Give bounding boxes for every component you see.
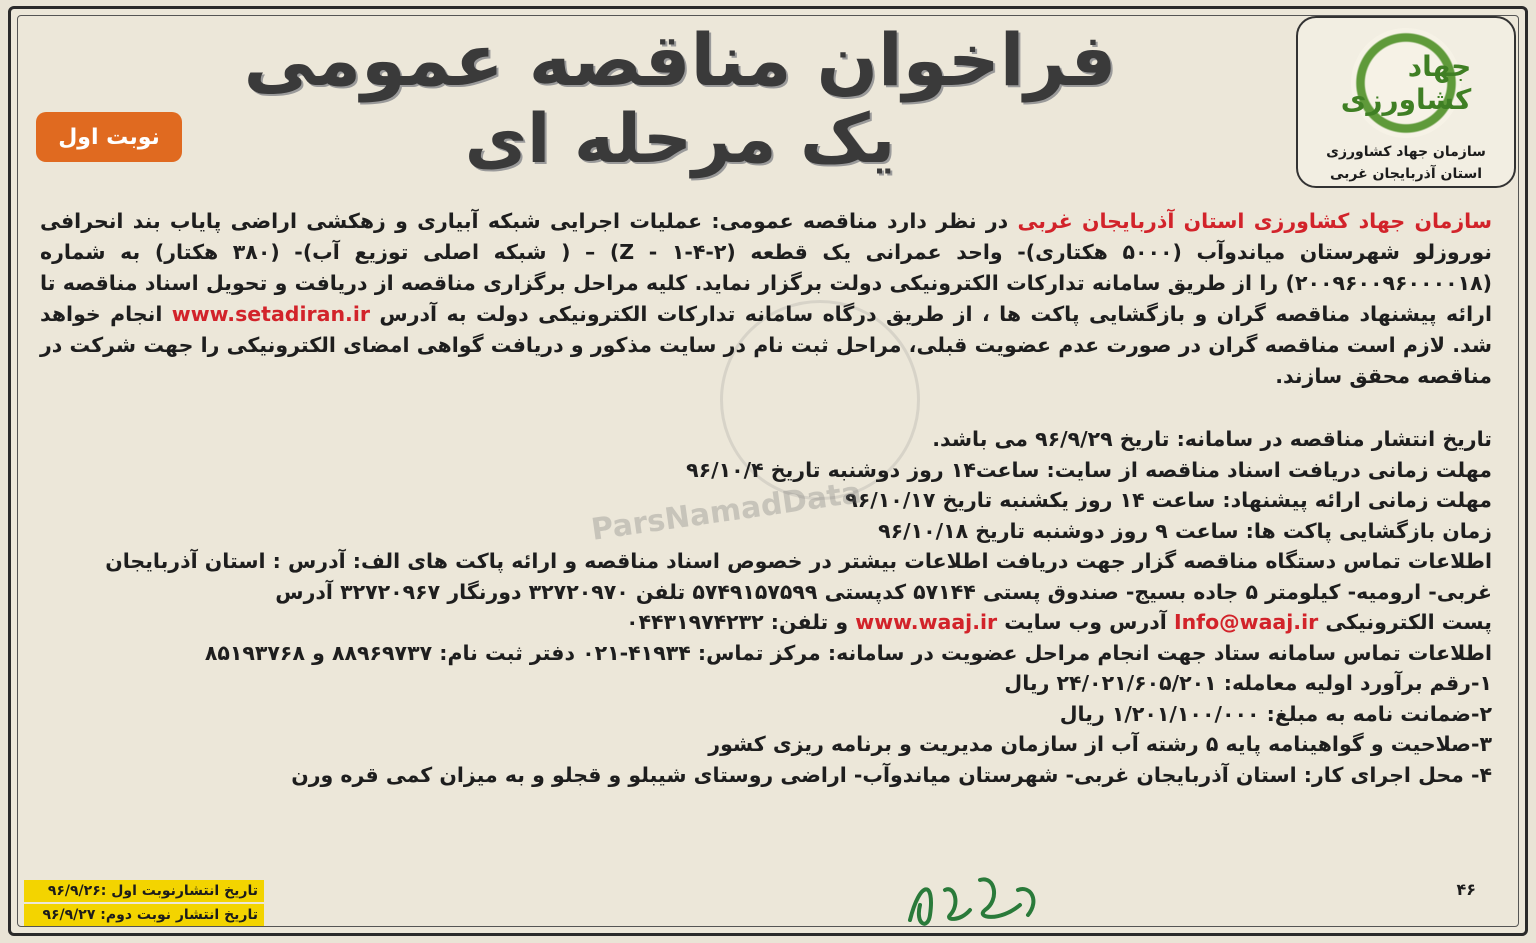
date-document-deadline: مهلت زمانی دریافت اسناد مناقصه از سایت: ساعت۱۴ روز دوشنبه تاریخ ۹۶/۱۰/۴	[686, 457, 1492, 482]
org-name-line1: سازمان جهاد کشاورزی	[1326, 144, 1486, 160]
intro-text-2: انجام خواهد شد. لازم است مناقصه گران در صورت عدم عضویت قبلی، مراحل ثبت نام در سایت مذکور و دریافت گواهی امضای الکترونیکی را جهت شرکت در مناقصه محقق سازند.	[40, 302, 1492, 388]
contact-website-link[interactable]: www.waaj.ir	[855, 610, 998, 634]
contact-email-label: پست الکترونیکی	[1318, 610, 1492, 634]
round-badge: نوبت اول	[36, 112, 182, 162]
date-publish: تاریخ انتشار مناقصه در سامانه: تاریخ ۹۶/۹/۲۹ می باشد.	[932, 427, 1492, 451]
intro-text: در نظر دارد مناقصه عمومی: عملیات اجرایی شبکه آبیاری و زهکشی اراضی پایاب بند انحرافی نوروزلو شهرستان میاندوآب (۵۰۰۰ هکتاری)- واحد عمرانی یک قطعه (۲-۴-۱ - Z) – ( شبکه اصلی توزیع آب)- (۳۸۰ هکتار) به شماره (۲۰۰۹۶۰۰۹۶۰۰۰۰۱۸) را از طریق سامانه تدارکات الکترونیکی دولت برگزار نماید. کلیه مراحل برگزاری مناقصه از دریافت و تحویل اسناد مناقصه تا ارائه پیشنهاد مناقصه گران و بازگشایی پاکت ها ، از طریق درگاه سامانه تدارکات الکترونیکی دولت به آدرس	[40, 209, 1492, 326]
setadiran-link[interactable]: www.setadiran.ir	[171, 302, 370, 326]
handwritten-signature-icon	[900, 860, 1050, 935]
page-title-line1: فراخوان مناقصه عمومی	[243, 18, 1117, 102]
item-guarantee: ۲-ضمانت نامه به مبلغ: ۱/۲۰۱/۱۰۰/۰۰۰ ریال	[1059, 701, 1492, 726]
emblem-text: جهاد کشاورزی	[1340, 50, 1472, 116]
contact-line1: اطلاعات تماس دستگاه مناقصه گزار جهت دریافت اطلاعات بیشتر در خصوص اسناد مناقصه و ارائه پاکت های الف: آدرس : استان آذربایجان	[105, 549, 1492, 573]
setad-contact: اطلاعات تماس سامانه ستاد جهت انجام مراحل عضویت در سامانه: مرکز تماس: ۴۱۹۳۴-۰۲۱ دفتر ثبت نام: ۸۸۹۶۹۷۳۷ و ۸۵۱۹۳۷۶۸	[204, 640, 1492, 665]
item-qualification: ۳-صلاحیت و گواهینامه پایه ۵ رشته آب از سازمان مدیریت و برنامه ریزی کشور	[708, 732, 1492, 756]
organization-logo-box	[1296, 16, 1516, 188]
page-title-line2: یک مرحله ای	[464, 100, 896, 179]
date-opening: زمان بازگشایی پاکت ها: ساعت ۹ روز دوشنبه تاریخ ۹۶/۱۰/۱۸	[878, 518, 1492, 543]
contact-line3	[40, 607, 1492, 638]
watermark-text: ParsNamadData	[589, 475, 864, 548]
item-location: ۴- محل اجرای کار: استان آذربایجان غربی- شهرستان میاندوآب- اراضی روستای شیبلو و قجلو و به میزان کمی قره ورن	[291, 762, 1492, 787]
jahad-keshavarzi-emblem-icon	[1340, 28, 1472, 138]
date-proposal-deadline: مهلت زمانی ارائه پیشنهاد: ساعت ۱۴ روز یکشنبه تاریخ ۹۶/۱۰/۱۷	[845, 488, 1492, 512]
contact-line2: غربی- ارومیه- کیلومتر ۵ جاده بسیج- صندوق پستی ۵۷۱۴۴ کدپستی ۵۷۴۹۱۵۷۵۹۹ تلفن ۳۲۷۲۰۹۷۰ دورنگار ۳۲۷۲۰۹۶۷ آدرس	[275, 579, 1492, 604]
contact-phone: و تلفن: ۰۴۴۳۱۹۷۴۲۳۲	[626, 610, 856, 634]
publication-date-second: تاریخ انتشار نوبت دوم: ۹۶/۹/۲۷	[24, 904, 264, 926]
intro-paragraph	[40, 206, 1492, 392]
contact-website-label: آدرس وب سایت	[997, 610, 1174, 634]
org-name-line2: استان آذربایجان غربی	[1329, 166, 1483, 182]
item-estimate: ۱-رقم برآورد اولیه معامله: ۲۴/۰۲۱/۶۰۵/۲۰۱ ریال	[1004, 671, 1492, 695]
page-number: ۴۶	[1456, 880, 1476, 899]
details-list	[40, 424, 1492, 790]
publication-date-first: تاریخ انتشارنوبت اول :۹۶/۹/۲۶	[24, 880, 264, 902]
org-name-highlight: سازمان جهاد کشاورزی استان آذربایجان غربی	[1017, 209, 1492, 233]
contact-email-link[interactable]: Info@waaj.ir	[1173, 610, 1319, 634]
